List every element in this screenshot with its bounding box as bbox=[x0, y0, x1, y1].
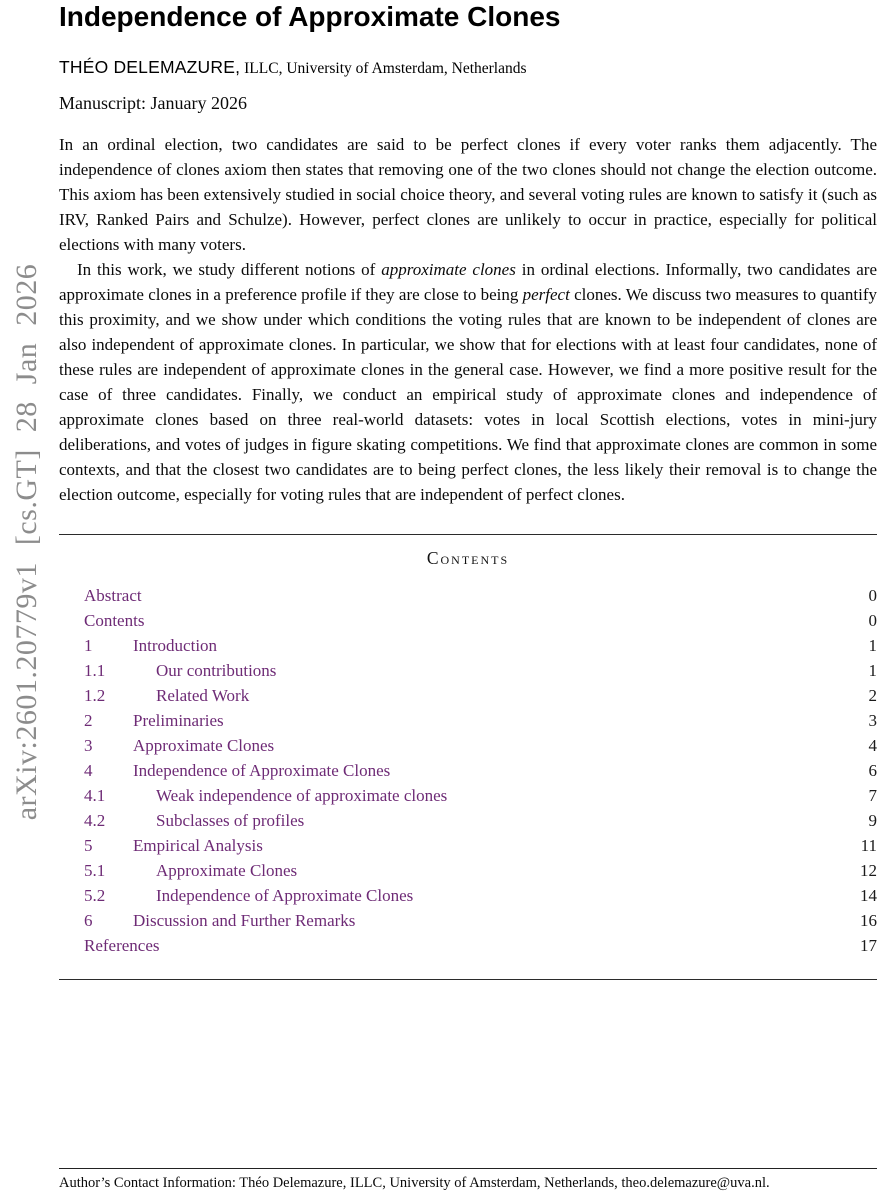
paper-title: Independence of Approximate Clones bbox=[59, 1, 561, 32]
toc-entry-number: 4 bbox=[84, 761, 93, 780]
toc-entry-number: 3 bbox=[84, 736, 93, 755]
footer-contact: Author’s Contact Information: Théo Delemazure, ILLC, University of Amsterdam, Netherlands, theo.delemazure@uva.nl. bbox=[59, 1175, 770, 1191]
toc-entry-page: 1 bbox=[868, 636, 877, 655]
toc-entry-number: 5 bbox=[84, 836, 93, 855]
toc-entry[interactable] bbox=[59, 833, 877, 858]
toc-entry-number: 4.1 bbox=[84, 786, 106, 805]
toc-entry-page: 0 bbox=[868, 586, 877, 605]
toc-entry-page: 2 bbox=[868, 686, 877, 705]
toc-entry-label: References bbox=[84, 936, 160, 955]
toc-entry-page: 16 bbox=[860, 911, 877, 930]
toc-entry[interactable] bbox=[59, 908, 877, 933]
toc-entry-page: 12 bbox=[860, 861, 877, 880]
contents-heading: Contents bbox=[426, 548, 510, 568]
abstract-text-run: clones. We discuss two measures to quantify this proximity, and we show under which conditions the voting rules that are known to be independent of clones are also independent of approximate clones. In particular, we show that for elections with at least four candidates, none of these rules are independent of approximate clones in the general case. However, we find a more positive result for the case of three candidates. Finally, we conduct an empirical study of approximate clones and independence of approximate clones based on three real-world datasets: votes in local Scottish elections, votes in mini-jury deliberations, and votes of judges in figure skating competitions. We find that approximate clones are common in some contexts, and that the closest two candidates are to being perfect clones, the less likely their removal is to change the election outcome, especially for voting rules that are independent of perfect clones. bbox=[59, 285, 877, 504]
toc-entry-label: Approximate Clones bbox=[156, 861, 298, 880]
toc-entry-number: 6 bbox=[84, 911, 93, 930]
abstract-paragraph-1: In an ordinal election, two candidates are said to be perfect clones if every voter ranks them adjacently. The independence of clones axiom then states that removing one of the two clones should not change the election outcome. This axiom has been extensively studied in social choice theory, and several voting rules are known to satisfy it (such as IRV, Ranked Pairs and Schulze). However, perfect clones are unlikely to occur in practice, especially for political elections with many voters. bbox=[59, 135, 877, 254]
toc-entry-page: 0 bbox=[868, 611, 877, 630]
toc-entry-number: 1.1 bbox=[84, 661, 106, 680]
toc-entry-page: 4 bbox=[868, 736, 877, 755]
toc-entry-page: 1 bbox=[868, 661, 877, 680]
abstract-text-run: In this work, we study different notions of bbox=[77, 260, 382, 279]
toc-entry-label: Our contributions bbox=[156, 661, 277, 680]
toc-entry-label: Contents bbox=[84, 611, 145, 630]
abstract-text-run: in ordinal elections. Informally, two candidates are approximate clones in a preference profile if they are close to being bbox=[59, 260, 878, 304]
author-line bbox=[59, 56, 877, 80]
toc-entry-label: Discussion and Further Remarks bbox=[133, 911, 356, 930]
abstract-italic-term: perfect bbox=[522, 285, 570, 304]
toc-entry-label: Empirical Analysis bbox=[133, 836, 263, 855]
toc-entry[interactable] bbox=[59, 758, 877, 783]
manuscript-date: Manuscript: January 2026 bbox=[59, 93, 247, 113]
toc-entry-label: Approximate Clones bbox=[133, 736, 275, 755]
toc-entry[interactable] bbox=[59, 733, 877, 758]
author-name: THÉO DELEMAZURE, bbox=[59, 57, 241, 77]
toc-entry-label: Independence of Approximate Clones bbox=[133, 761, 391, 780]
abstract-paragraph-2 bbox=[59, 257, 877, 507]
toc-entry[interactable] bbox=[59, 858, 877, 883]
toc-entry[interactable] bbox=[59, 933, 877, 958]
toc-entry[interactable] bbox=[59, 808, 877, 833]
toc-entry[interactable] bbox=[59, 783, 877, 808]
toc-entry-number: 1.2 bbox=[84, 686, 106, 705]
toc-entry-number: 5.1 bbox=[84, 861, 106, 880]
toc-entry-page: 17 bbox=[860, 936, 877, 955]
toc-entry-page: 14 bbox=[860, 886, 877, 905]
contents-bottom-rule bbox=[59, 979, 877, 980]
toc-entry-number: 2 bbox=[84, 711, 93, 730]
toc-entry[interactable] bbox=[59, 683, 877, 708]
toc-entry[interactable] bbox=[59, 658, 877, 683]
toc-entry-number: 1 bbox=[84, 636, 93, 655]
toc-entry-page: 7 bbox=[868, 786, 877, 805]
toc-entry-label: Weak independence of approximate clones bbox=[156, 786, 448, 805]
paper-content bbox=[59, 0, 877, 980]
toc-entry-label: Related Work bbox=[156, 686, 250, 705]
toc-entry-page: 9 bbox=[868, 811, 877, 830]
toc-entry[interactable] bbox=[59, 583, 877, 608]
arxiv-watermark: arXiv:2601.20779v1 [cs.GT] 28 Jan 2026 bbox=[10, 263, 43, 821]
toc-entry[interactable] bbox=[59, 633, 877, 658]
toc-entry[interactable] bbox=[59, 708, 877, 733]
toc-entry-page: 11 bbox=[860, 836, 877, 855]
toc-entry-number: 5.2 bbox=[84, 886, 106, 905]
toc-entry-page: 6 bbox=[868, 761, 877, 780]
toc-entry[interactable] bbox=[59, 883, 877, 908]
author-affiliation: ILLC, University of Amsterdam, Netherlands bbox=[244, 60, 527, 77]
toc-entry-label: Preliminaries bbox=[133, 711, 224, 730]
toc-entry-number: 4.2 bbox=[84, 811, 106, 830]
toc-entry-page: 3 bbox=[868, 711, 877, 730]
toc-entry-label: Introduction bbox=[133, 636, 218, 655]
toc-entry-label: Abstract bbox=[84, 586, 142, 605]
abstract-italic-term: approximate clones bbox=[381, 260, 516, 279]
toc-entry-label: Independence of Approximate Clones bbox=[156, 886, 414, 905]
toc-entry[interactable] bbox=[59, 608, 877, 633]
contents-top-rule bbox=[59, 534, 877, 535]
page-footer bbox=[59, 1168, 877, 1192]
table-of-contents bbox=[59, 583, 877, 958]
toc-entry-label: Subclasses of profiles bbox=[156, 811, 305, 830]
